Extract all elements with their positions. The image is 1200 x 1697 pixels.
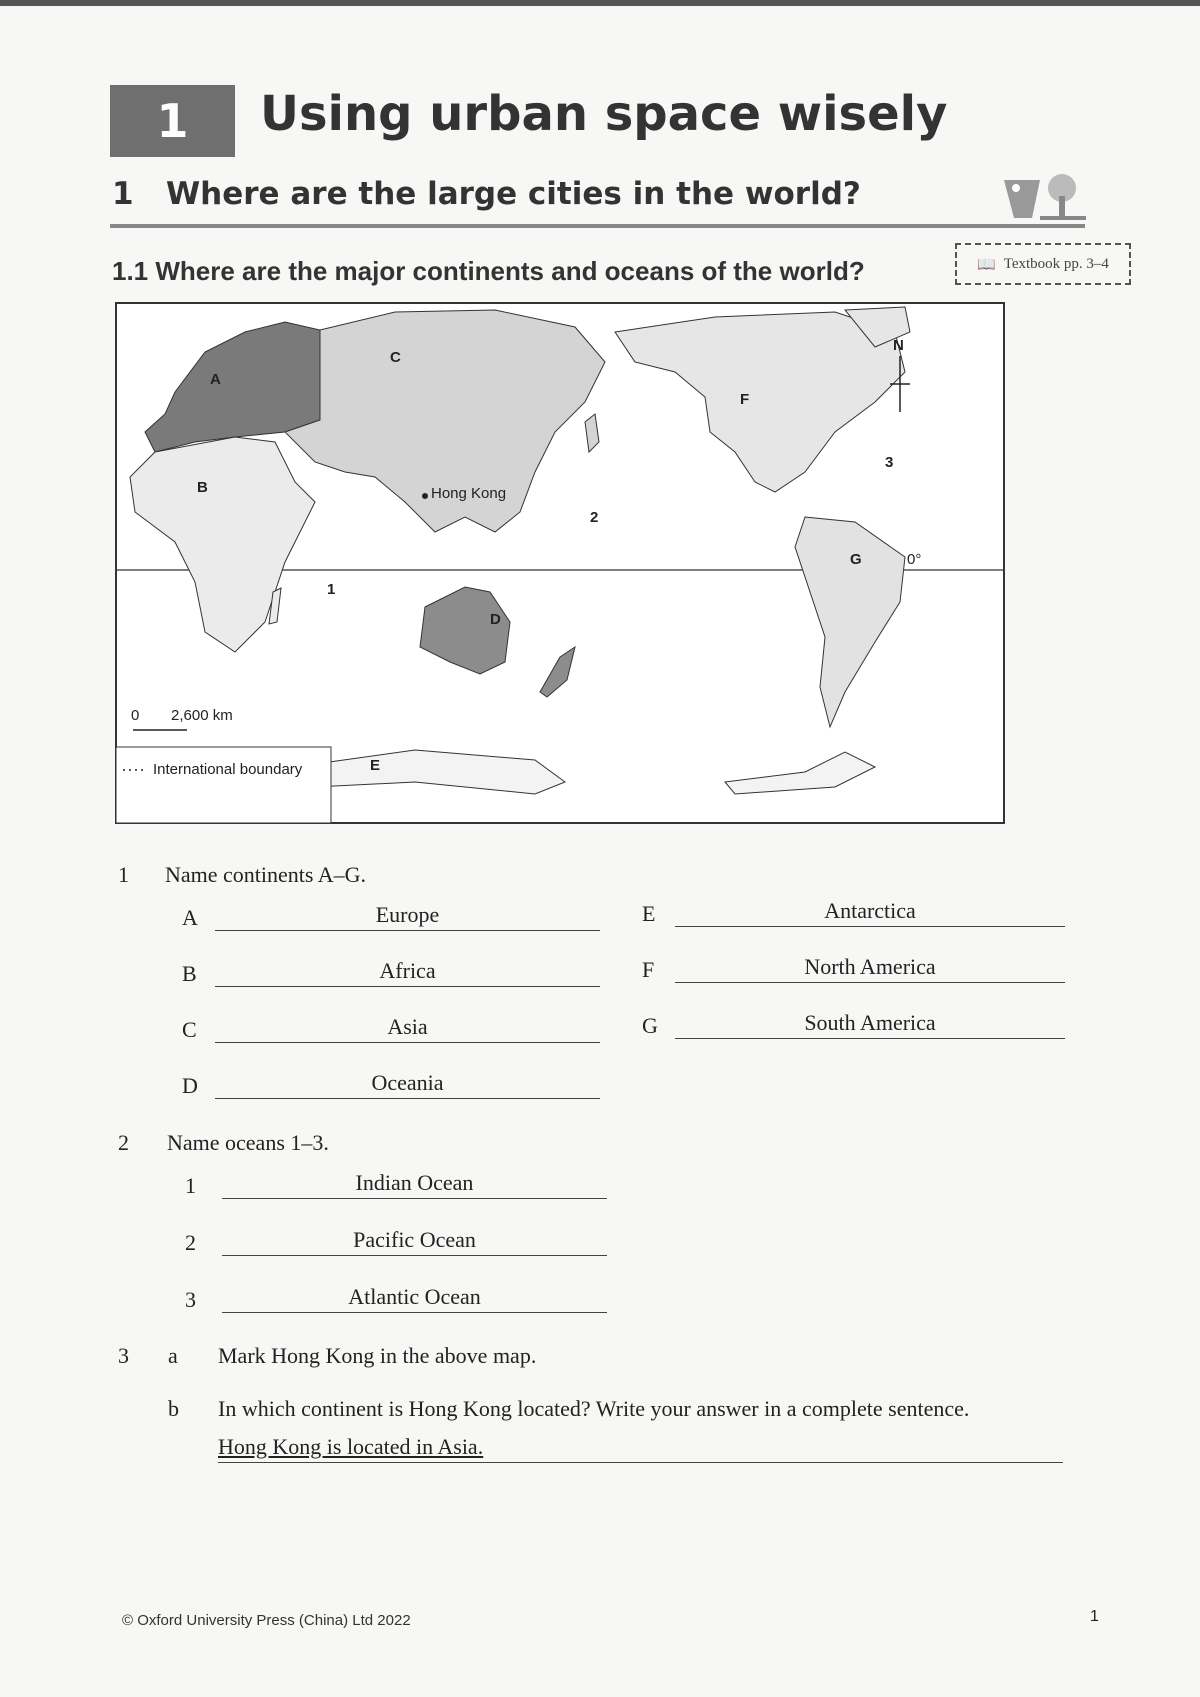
q2-letter-3: 3 (185, 1287, 196, 1312)
q1-answer-b[interactable]: Africa (215, 956, 600, 987)
q1-answer-c[interactable]: Asia (215, 1012, 600, 1043)
copyright: © Oxford University Press (China) Ltd 2022 (122, 1612, 411, 1629)
page-number: 1 (1090, 1608, 1099, 1625)
north-label: N (893, 337, 904, 354)
hong-kong-marker (422, 493, 428, 499)
q2-number: 2 (118, 1130, 129, 1155)
map-label-e: E (370, 757, 381, 774)
scale-zero: 0 (131, 707, 140, 724)
subsection-title: 1.1 Where are the major continents and oceans of the world? (112, 256, 865, 286)
q3-number: 3 (118, 1343, 129, 1368)
map-label-f: F (740, 391, 750, 408)
q3-b-letter: b (168, 1396, 179, 1421)
chapter-number: 1 (110, 85, 235, 157)
q1-answer-g[interactable]: South America (675, 1008, 1065, 1039)
map-label-b: B (197, 479, 208, 496)
q2-answer-1[interactable]: Indian Ocean (222, 1168, 607, 1199)
q2-letter-2: 2 (185, 1230, 196, 1255)
q1-letter-f: F (642, 957, 655, 982)
section-number: 1 (112, 176, 134, 212)
q1-answer-a[interactable]: Europe (215, 900, 600, 931)
q2-answer-3[interactable]: Atlantic Ocean (222, 1282, 607, 1313)
q1-number: 1 (118, 862, 129, 887)
q3-b-answer[interactable]: Hong Kong is located in Asia. (218, 1432, 1063, 1463)
legend-label: International boundary (153, 761, 303, 778)
section-title (112, 176, 861, 212)
tree-icon (1000, 168, 1088, 226)
chapter-title: Using urban space wisely (260, 86, 948, 142)
map-label-ocean-2: 2 (590, 509, 599, 526)
map-label-hong-kong: Hong Kong (431, 485, 507, 502)
map-label-g: G (850, 551, 862, 568)
q3-b-text: In which continent is Hong Kong located? Write your answer in a complete sentence. (218, 1396, 970, 1421)
equator-label: 0° (907, 551, 922, 568)
q2-prompt: Name oceans 1–3. (167, 1130, 329, 1155)
scale-label: 2,600 km (171, 707, 233, 724)
q1-letter-e: E (642, 901, 656, 926)
q3-a-letter: a (168, 1343, 178, 1368)
map-label-d: D (490, 611, 501, 628)
map-label-a: A (210, 371, 221, 388)
q1-answer-d[interactable]: Oceania (215, 1068, 600, 1099)
top-border (0, 0, 1200, 6)
q2-answer-2[interactable]: Pacific Ocean (222, 1225, 607, 1256)
map-label-ocean-1: 1 (327, 581, 336, 598)
map-label-c: C (390, 349, 401, 366)
q1-letter-c: C (182, 1017, 197, 1042)
q3-a-text: Mark Hong Kong in the above map. (218, 1343, 537, 1368)
map-label-ocean-3: 3 (885, 454, 894, 471)
q2-letter-1: 1 (185, 1173, 196, 1198)
q1-letter-d: D (182, 1073, 198, 1098)
q1-letter-g: G (642, 1013, 658, 1038)
textbook-reference: 📖 Textbook pp. 3–4 (955, 243, 1131, 285)
q1-letter-a: A (182, 905, 198, 930)
q1-prompt: Name continents A–G. (165, 862, 367, 887)
q1-answer-e[interactable]: Antarctica (675, 896, 1065, 927)
section-divider (110, 224, 1085, 228)
section-heading: Where are the large cities in the world? (165, 176, 861, 212)
q1-answer-f[interactable]: North America (675, 952, 1065, 983)
book-icon: 📖 (977, 256, 996, 273)
q1-letter-b: B (182, 961, 197, 986)
world-map (115, 302, 1005, 824)
